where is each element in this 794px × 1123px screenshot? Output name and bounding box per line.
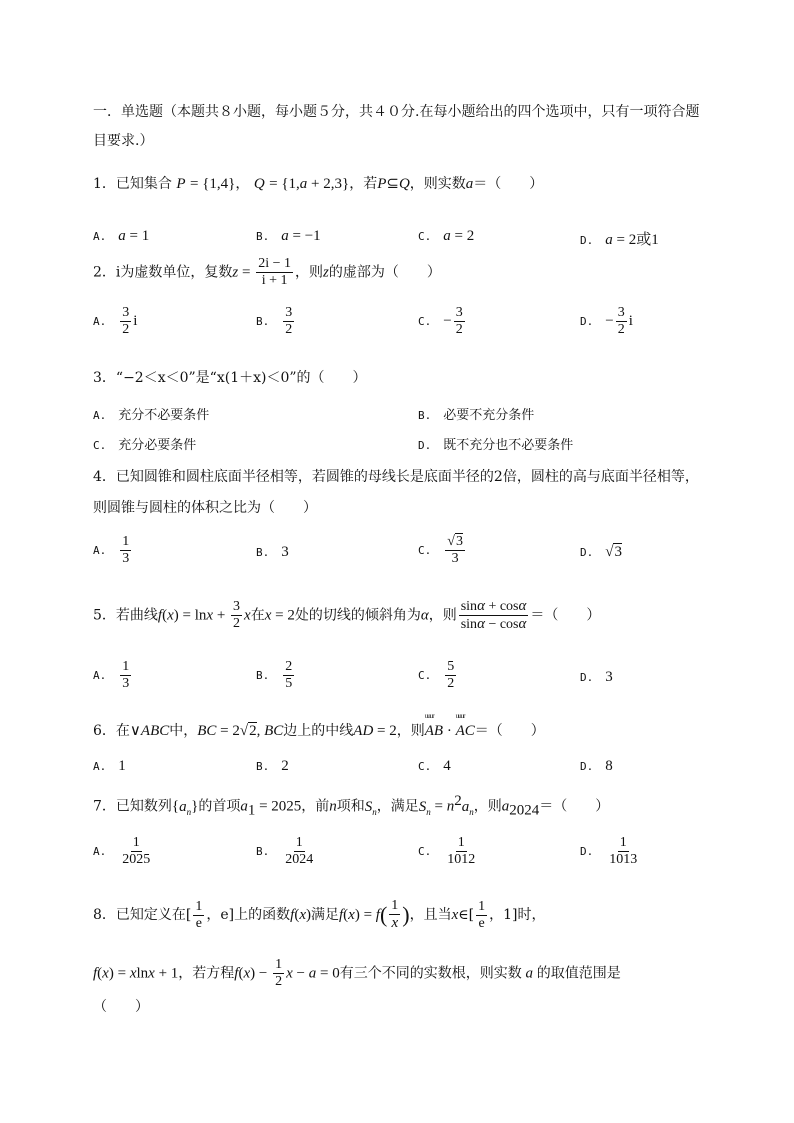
question-text: ，则实数 [409,176,466,192]
question-text: ＝（ ） [530,607,601,624]
option-a: A. a = 1 [93,228,150,244]
option-b: B. 2 [256,758,289,774]
question-text: 满足 [310,907,339,923]
question-8: 8．已知定义在[ $\frac{1}{e}$ ，e]上的函数f(x)满足f(x) = f( $\frac{1}{x}$ )，且当x∈[ $\frac{1}{e}$ ，1]时， [93,898,546,931]
question-text: ＝（ ） [539,798,610,815]
option-b: B. a = −1 [256,228,321,244]
option-c: C. a = 2 [418,228,475,244]
question-5: 5．若曲线f(x) = lnx + $\frac{3}{2}$ x在x = 2处的切线的倾斜角为α，则 $\frac{\sin\alpha + \cos\alpha}{\sin\alpha - \cos\alpha}$ ＝（ ） [93,598,601,632]
question-text: 在 [115,723,130,739]
section-header: 一．单选题（本题共８小题，每小题５分，共４０分.在每小题给出的四个选项中，只有一项符合题目要求.） [93,104,700,149]
option-d: D. a = 2或1 [580,232,659,248]
question-text: ，1]时， [489,907,546,923]
question-text: 的首项 [198,798,241,815]
question-text: ，若方程 [178,965,235,982]
option-b: B. $\frac{3}{2}$ [256,305,293,337]
question-text: ，若 [349,176,378,192]
question-text: ＝（ ） [473,176,544,192]
question-8-line-2: f(x) = xlnx + 1，若方程f(x) − $\frac{1}{2}$ x − a = 0有三个不同的实数根，则实数 a 的取值范围是 [93,957,621,989]
question-3 [93,367,367,387]
question-text: 的取值范围是 [536,965,621,982]
question-text: 项和 [336,798,365,815]
question-text: ，则 [295,264,324,281]
question-text: ，且当 [409,907,452,923]
question-text: 中， [169,723,198,739]
question-text: 边上的中线 [283,723,354,739]
question-text: ，e]上的函数 [206,907,291,923]
question-text: 若曲线 [115,607,158,624]
question-text: 已知数列 [115,798,172,815]
question-text: i为虚数单位，复数 [115,264,233,281]
question-text: 已知定义在[ [115,907,192,923]
option-d: D. $\frac{1}{1013}$ [580,835,638,867]
question-number: 8． [93,907,116,923]
question-text: ，则 [396,723,425,739]
question-text: 在 [250,607,265,624]
question-text: 有三个不同的实数根，则实数 [339,965,522,982]
question-text: ∈[ [458,907,475,923]
question-2: 2．i为虚数单位，复数z = $\frac{2i - 1}{i + 1}$ ，则z的虚部为（ ） [93,256,441,288]
option-d: D. 3 [580,669,613,685]
option-b: B. $\frac{2}{5}$ [256,659,293,691]
question-7: 7．已知数列$\{a_n\}$的首项$a_1 = 2025$，前n项和$S_n$，满足$S_n = n^2a_n$，则$a_{2024}=$（ ） [93,793,610,819]
question-text: ，则 [428,607,457,624]
option-d: D. √3 [580,544,622,560]
question-number: 7． [93,798,116,815]
option-a: A. $\frac{1}{3}$ [93,534,130,566]
option-c: C. − $\frac{3}{2}$ [418,305,463,337]
question-text: 已知集合 [115,176,172,192]
option-c: C. $\frac{√3}{3}$ [418,534,463,566]
question-8-line-3: （ ） [93,999,149,1015]
question-1: 1．已知集合 P = {1,4}， Q = {1,a + 2,3}，若P⊆Q，则实数a＝（ ） [93,176,544,192]
option-b: B. 3 [256,544,289,560]
option-c: C. 4 [418,758,451,774]
question-4 [93,466,699,486]
question-text: ，满足 [376,798,419,815]
option-c: C. $\frac{1}{1012}$ [418,835,476,867]
question-text: “−2＜x＜0”是“x(1＋x)＜0”的（ ） [115,370,367,386]
question-4-line-2: 则圆锥与圆柱的体积之比为（ ） [93,500,317,516]
question-number: 5． [93,607,116,624]
option-b: B. $\frac{1}{2024}$ [256,835,314,867]
option-a: A. $\frac{1}{3}$ [93,659,130,691]
option-d: D. − $\frac{3}{2}$ i [580,305,633,337]
question-text: 处的切线的倾斜角为 [294,607,421,624]
option-c: C. $\frac{5}{2}$ [418,659,455,691]
question-text: 的虚部为（ ） [328,264,441,281]
option-d: D. 8 [580,758,613,774]
question-6: 6．在∨ABC中，BC = 2√2, BC边上的中线AD = 2，则uuur AB · uuur AC＝（ ） [93,720,545,740]
question-text: ，则 [473,798,502,815]
option-a: A. 1 [93,758,126,774]
question-text: ＝（ ） [474,723,545,739]
question-number: 2． [93,264,116,281]
question-number: 6． [93,723,116,739]
question-text: 已知圆锥和圆柱底面半径相等，若圆锥的母线长是底面半径的2倍，圆柱的高与底面半径相等， [115,469,699,485]
question-text: ，前 [301,798,330,815]
option-a: A. $\frac{3}{2}$ i [93,305,138,337]
option-a: A. $\frac{1}{2025}$ [93,835,151,867]
option-b: B. 必要不充分条件 [418,408,535,423]
question-number: 3． [93,370,116,386]
option-c: C. 充分必要条件 [93,438,197,453]
question-number: 1． [93,176,116,192]
question-number: 4． [93,469,116,485]
option-d: D. 既不充分也不必要条件 [418,438,574,453]
option-a: A. 充分不必要条件 [93,408,210,423]
